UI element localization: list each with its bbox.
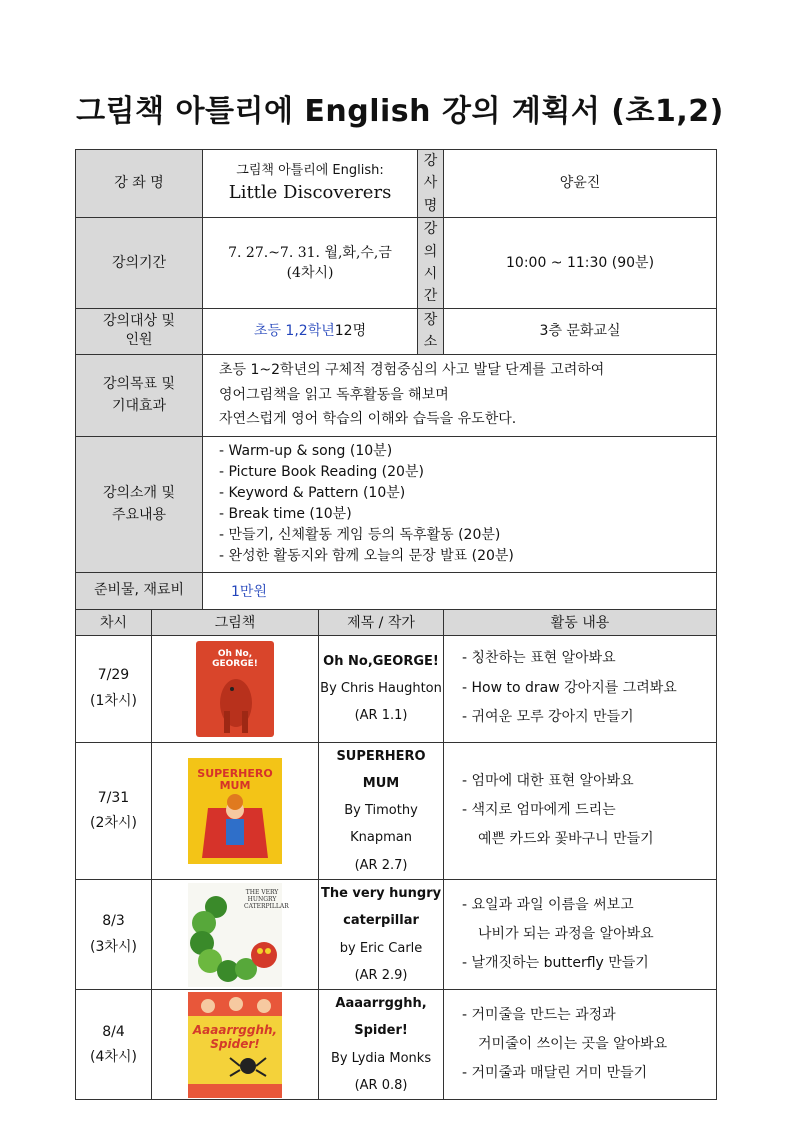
session-cell — [76, 742, 152, 879]
content-item: - Keyword & Pattern (10분) — [219, 485, 406, 502]
session-number: (1차시) — [90, 692, 137, 709]
activity-item: - 날개짓하는 butterfly 만들기 — [462, 955, 649, 972]
goal-label — [76, 354, 203, 436]
place-label: 장 소 — [418, 308, 444, 354]
activity-item: - How to draw 강아지를 그려봐요 — [462, 679, 677, 696]
goal-line: 초등 1~2학년의 구체적 경험중심의 사고 발달 단계를 고려하여 — [219, 362, 605, 379]
book-ar-level: (AR 1.1) — [354, 708, 408, 724]
session-number: (4차시) — [90, 1048, 137, 1065]
book-title: The very hungry caterpillar — [320, 886, 442, 929]
activity-cell — [444, 635, 717, 742]
book-title: Oh No,GEORGE! — [323, 653, 439, 669]
target-label-line1: 강의대상 및 — [102, 312, 176, 329]
goal-text — [203, 354, 717, 436]
book-ar-level: (AR 2.9) — [354, 967, 408, 983]
session-number: (2차시) — [90, 814, 137, 831]
book-author: By Chris Haughton — [320, 680, 442, 696]
activity-item: 예쁜 카드와 꽃바구니 만들기 — [478, 831, 654, 848]
content-item: - Break time (10분) — [219, 506, 352, 523]
instructor-label: 강사명 — [418, 150, 444, 218]
col-activities: 활동 내용 — [444, 609, 717, 635]
book-info — [319, 742, 444, 879]
session-date: 8/3 — [102, 913, 125, 930]
content-item: - Picture Book Reading (20분) — [219, 464, 424, 481]
cover-title: Oh No, GEORGE! — [212, 648, 258, 669]
book-author: By Lydia Monks — [330, 1050, 432, 1066]
dog-illustration — [196, 641, 274, 737]
book-cover-aaaarrgghh-spider — [188, 992, 282, 1098]
target-count: 12명 — [334, 322, 367, 339]
session-date: 8/4 — [102, 1023, 125, 1040]
period-line2: (4차시) — [286, 264, 334, 281]
col-title-author: 제목 / 작가 — [319, 609, 444, 635]
cover-title: Aaaarrgghh, Spider! — [192, 1022, 278, 1051]
book-author: by Eric Carle — [339, 940, 423, 956]
book-info — [319, 990, 444, 1100]
book-author: By Timothy Knapman — [344, 803, 418, 846]
course-name-label: 강 좌 명 — [76, 150, 203, 218]
session-number: (3차시) — [90, 938, 137, 955]
book-cover-oh-no-george — [196, 641, 274, 737]
session-cell — [76, 990, 152, 1100]
table-row — [76, 742, 717, 879]
document-title: 그림책 아틀리에 English 강의 계획서 (초1,2) — [76, 94, 724, 129]
content-item: - Warm-up & song (10분) — [219, 443, 393, 460]
book-info — [319, 635, 444, 742]
session-cell — [76, 635, 152, 742]
book-ar-level: (AR 2.7) — [354, 857, 408, 873]
lecture-time: 10:00 ~ 11:30 (90분) — [444, 218, 717, 309]
activity-item: - 엄마에 대한 표현 알아봐요 — [462, 772, 634, 789]
period-label: 강의기간 — [76, 218, 203, 309]
material-cost: 1만원 — [231, 583, 267, 600]
book-cover-hungry-caterpillar — [188, 883, 289, 987]
activity-item: 거미줄이 쓰이는 곳을 알아봐요 — [478, 1036, 668, 1053]
session-date: 7/31 — [97, 789, 130, 806]
content-label-line2: 주요내용 — [111, 507, 167, 524]
period-cell — [203, 218, 418, 309]
goal-line: 영어그림책을 읽고 독후활동을 해보며 — [219, 386, 449, 403]
target-cell — [203, 308, 418, 354]
activity-cell — [444, 742, 717, 879]
cover-title: SUPERHERO MUM — [197, 766, 273, 792]
course-name-cell — [203, 150, 418, 218]
cover-title: THE VERY HUNGRY CATERPILLAR — [244, 888, 289, 910]
book-title: SUPERHERO MUM — [336, 748, 426, 791]
material-label: 준비물, 재료비 — [76, 572, 203, 609]
table-row — [76, 880, 717, 990]
table-row — [76, 635, 717, 742]
activity-cell — [444, 880, 717, 990]
target-label — [76, 308, 203, 354]
content-item: - 만들기, 신체활동 게임 등의 독후활동 (20분) — [219, 527, 501, 544]
book-info — [319, 880, 444, 990]
book-cover-cell — [152, 990, 319, 1100]
book-cover-superhero-mum — [188, 758, 282, 864]
session-cell — [76, 880, 152, 990]
book-cover-cell — [152, 635, 319, 742]
content-label-line1: 강의소개 및 — [102, 484, 176, 501]
place: 3층 문화교실 — [444, 308, 717, 354]
course-name-line2: Little Discoverers — [228, 182, 392, 204]
goal-label-line1: 강의목표 및 — [102, 375, 176, 392]
book-cover-cell — [152, 880, 319, 990]
activity-item: - 귀여운 모루 강아지 만들기 — [462, 709, 634, 726]
goal-line: 자연스럽게 영어 학습의 이해와 습득을 유도한다. — [219, 411, 517, 428]
activity-item: - 거미줄을 만드는 과정과 — [462, 1006, 616, 1023]
time-label: 강의시간 — [418, 218, 444, 309]
book-ar-level: (AR 0.8) — [354, 1078, 408, 1094]
activity-cell — [444, 990, 717, 1100]
col-picture-book: 그림책 — [152, 609, 319, 635]
superhero-illustration — [188, 758, 282, 864]
activity-item: - 색지로 엄마에게 드리는 — [462, 802, 616, 819]
material-cell — [203, 572, 717, 609]
instructor-name: 양윤진 — [444, 150, 717, 218]
activity-item: - 요일과 과일 이름을 써보고 — [462, 896, 634, 913]
lecture-plan-table — [75, 149, 717, 1100]
table-row — [76, 990, 717, 1100]
content-label — [76, 436, 203, 572]
activity-item: - 칭찬하는 표현 알아봐요 — [462, 650, 616, 667]
target-label-line2: 인원 — [125, 332, 153, 349]
course-name-line1: 그림책 아틀리에 English: — [236, 162, 384, 178]
target-grade: 초등 1,2학년 — [253, 322, 335, 339]
book-title: Aaaarrgghh, Spider! — [335, 996, 427, 1039]
col-session: 차시 — [76, 609, 152, 635]
content-item: - 완성한 활동지와 함께 오늘의 문장 발표 (20분) — [219, 548, 514, 565]
activity-item: - 거미줄과 매달린 거미 만들기 — [462, 1065, 648, 1082]
book-cover-cell — [152, 742, 319, 879]
goal-label-line2: 기대효과 — [111, 398, 167, 415]
activity-item: 나비가 되는 과정을 알아봐요 — [478, 925, 654, 942]
caterpillar-illustration — [188, 883, 289, 987]
period-line1: 7. 27.~7. 31. 월,화,수,금 — [228, 244, 392, 261]
session-date: 7/29 — [97, 667, 130, 684]
content-list — [203, 436, 717, 572]
